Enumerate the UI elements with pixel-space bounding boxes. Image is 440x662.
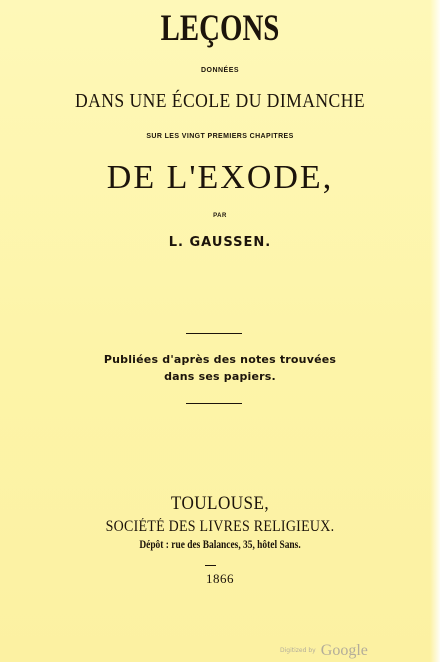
publication-note-line-2: dans ses papiers.	[164, 370, 276, 383]
imprint-depot: Dépôt : rue des Balances, 35, hôtel Sans.	[139, 539, 301, 551]
imprint-year: 1866	[206, 571, 234, 586]
subtitle-donnees: DONNÉES	[200, 67, 240, 74]
main-title: LEÇONS	[160, 8, 280, 49]
publication-note-line-1: Publiées d'après des notes trouvées	[103, 353, 337, 366]
chapters-line: SUR LES VINGT PREMIERS CHAPITRES	[146, 133, 294, 140]
imprint-city: TOULOUSE,	[170, 493, 270, 514]
divider-rule-bottom	[186, 403, 242, 404]
google-logo: Google	[320, 642, 368, 659]
watermark-prefix: Digitized by	[280, 647, 316, 654]
imprint-society: SOCIÉTÉ DES LIVRES RELIGIEUX.	[105, 518, 335, 535]
page-edge-highlight	[430, 0, 440, 662]
year-dash	[205, 565, 216, 566]
divider-rule-top	[186, 333, 242, 334]
digitized-watermark	[280, 640, 368, 660]
subtitle-ecole: DANS UNE ÉCOLE DU DIMANCHE	[74, 90, 366, 112]
book-title: DE L'EXODE,	[106, 159, 334, 196]
par-label: PAR	[213, 213, 227, 219]
author-name: L. GAUSSEN.	[168, 235, 272, 250]
